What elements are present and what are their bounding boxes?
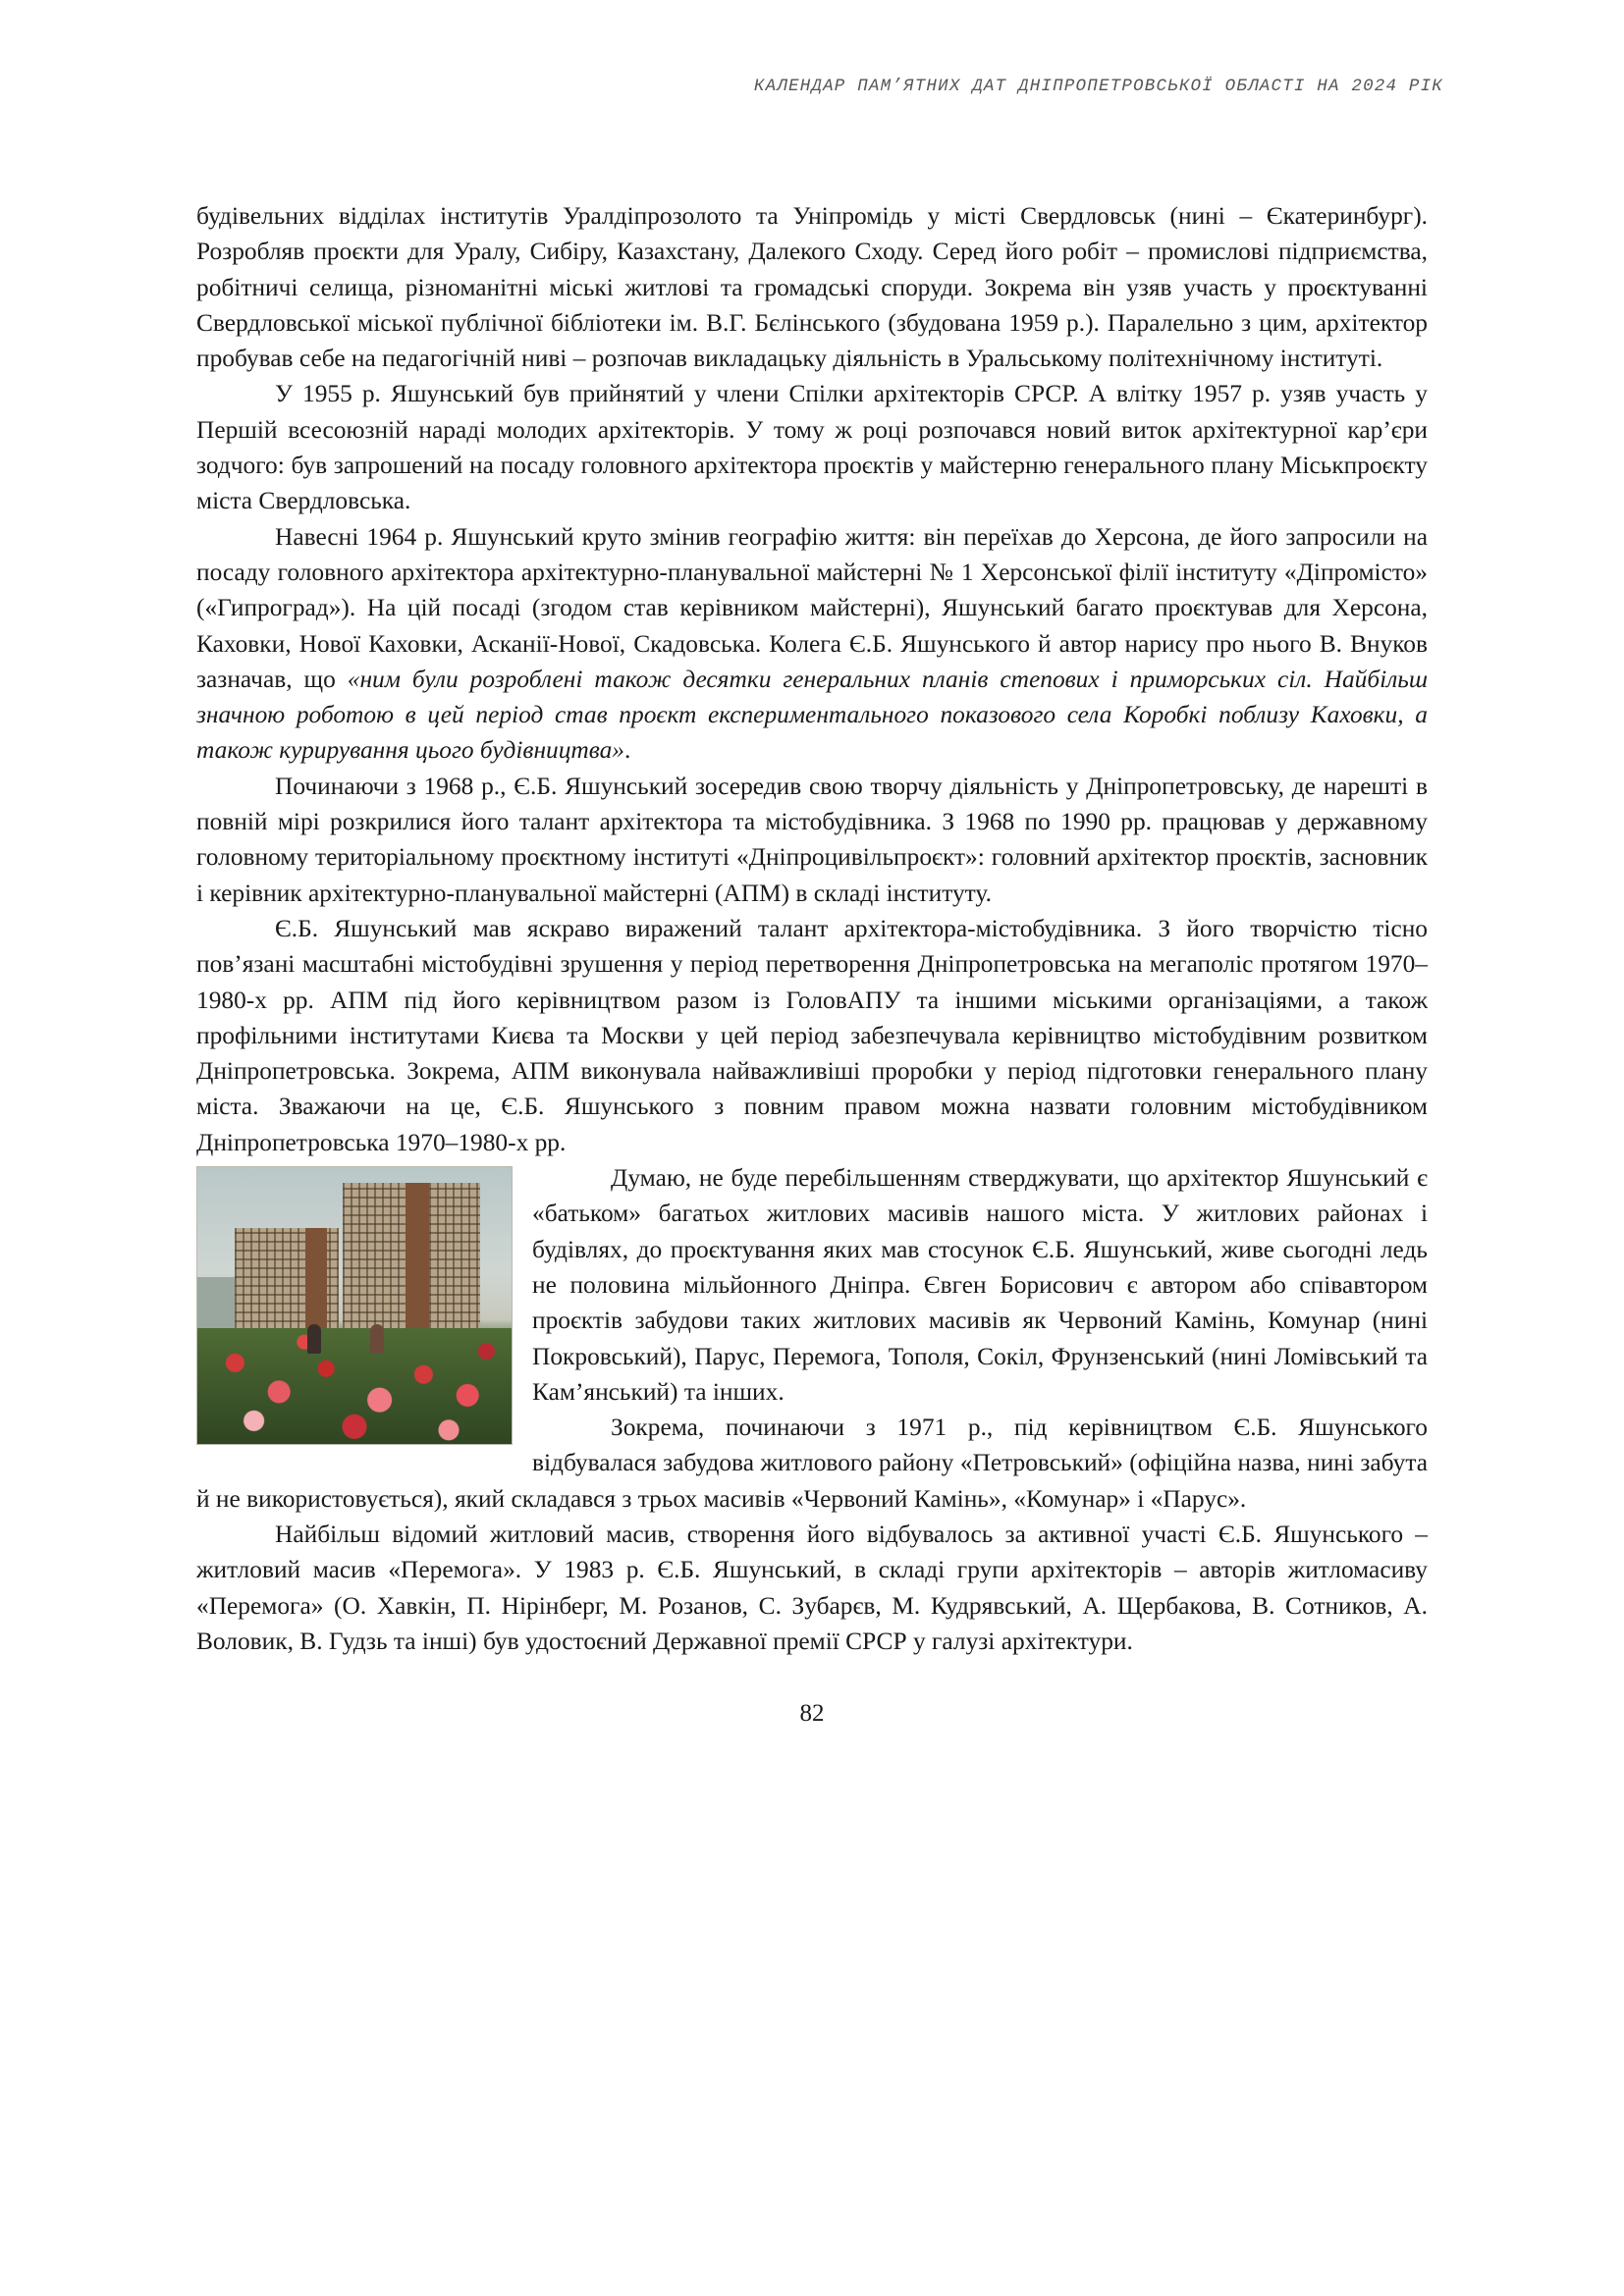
running-header: КАЛЕНДАР ПАМ’ЯТНИХ ДАТ ДНІПРОПЕТРОВСЬКОЇ ОБЛАСТІ НА 2024 РІК (753, 77, 1443, 96)
paragraph-3-intro: Навесні 1964 р. Яшунський круто змінив географію життя: він переїхав до Херсона, де його запросили на посаду головного архітектора архітектурно-планувальної майстерні № 1 Херсонської філії інституту «Діпромісто» («Гипроград»). На цій посаді (згодом став керівником майстерні), Яшунський багато проєктував для Херсона, Каховки, Нової Каховки, Асканії-Нової, Скадовська. Колега Є.Б. Яшунського й автор нарису про нього В. Внуков зазначав, що (196, 522, 1428, 693)
paragraph-5: Є.Б. Яшунський мав яскраво виражений талант архітектора-містобудівника. З його творчістю тісно пов’язані масштабні містобудівні зрушення у період перетворення Дніпропетровська на мегаполіс протягом 1970–1980-х рр. АПМ під його керівництвом разом із ГоловАПУ та іншими міськими організаціями, а також профільними інститутами Києва та Москви у цей період забезпечувала керівництво містобудівним розвитком Дніпропетровська. Зокрема, АПМ виконувала найважливіші проробки у період підготовки генерального плану міста. Зважаючи на це, Є.Б. Яшунського з повним правом можна назвати головним містобудівником Дніпропетровська 1970–1980-х рр. (196, 914, 1428, 1156)
photo-person (307, 1324, 321, 1354)
paragraph-3-end: . (624, 736, 631, 765)
photo-rose-garden (197, 1328, 512, 1444)
paragraph-7: Зокрема, починаючи з 1971 р., під керівництвом Є.Б. Яшунського відбувалася забудова житлового району «Петровський» (офіційна назва, нині забута й не використовується), який складався з трьох масивів «Червоний Камінь», «Комунар» і «Парус». (196, 1414, 1428, 1513)
article-body (196, 198, 1428, 1659)
paragraph-1: будівельних відділах інститутів Уралдіпрозолото та Уніпромідь у місті Свердловськ (нині – Єкатеринбург). Розробляв проєкти для Уралу, Сибіру, Казахстану, Далекого Сходу. Серед його робіт – промислові підприємства, робітничі селища, різноманітні міські житлові та громадські споруди. Зокрема він узяв участь у проєктуванні Свердловської міської публічної бібліотеки ім. В.Г. Бєлінського (збудована 1959 р.). Паралельно з цим, архітектор пробував себе на педагогічній ниві – розпочав викладацьку діяльність в Уральському політехнічному інституті. (196, 202, 1428, 373)
paragraph-4: Починаючи з 1968 р., Є.Б. Яшунський зосередив свою творчу діяльність у Дніпропетровську, де нарешті в повній мірі розкрилися його талант архітектора та містобудівника. З 1968 по 1990 рр. працював у державному головному територіальному проєктному інституті «Дніпроцивільпроєкт»: головний архітектор проєктів, засновник і керівник архітектурно-планувальної майстерні (АПМ) в складі інституту. (196, 772, 1428, 907)
paragraph-8: Найбільш відомий житловий масив, створення його відбувалось за активної участі Є.Б. Яшунського – житловий масив «Перемога». У 1983 р. Є.Б. Яшунський, в складі групи архітекторів – авторів житломасиву «Перемога» (О. Хавкін, П. Нірінберг, М. Розанов, С. Зубарєв, М. Кудрявський, А. Щербакова, В. Сотников, А. Воловик, В. Гудзь та інші) був удостоєний Державної премії СРСР у галузі архітектури. (196, 1520, 1428, 1655)
residential-district-photo (196, 1166, 513, 1445)
paragraph-3 (196, 519, 1428, 769)
paragraph-3-quote: «ним були розроблені також десятки генеральних планів степових і приморських сіл. Найбільш значною роботою в цей період став проєкт експериментального показового села Коробкі поблизу Каховки, а також курирування цього будівництва» (196, 665, 1428, 765)
photo-person (370, 1324, 384, 1354)
photo-distant-building (197, 1277, 235, 1336)
page-number: 82 (799, 1700, 825, 1727)
paragraph-2: У 1955 р. Яшунський був прийнятий у члени Спілки архітекторів СРСР. А влітку 1957 р. узяв участь у Першій всесоюзній нараді молодих архітекторів. У тому ж році розпочався новий виток архітектурної кар’єри зодчого: був запрошений на посаду головного архітектора проєктів у майстерню генерального плану Міськпроєкту міста Свердловська. (196, 380, 1428, 515)
paragraph-6: Думаю, не буде перебільшенням стверджувати, що архітектор Яшунський є «батьком» багатьох житлових масивів нашого міста. У житлових районах і будівлях, до проєктування яких мав стосунок Є.Б. Яшунський, живе сьогодні ледь не половина мільйонного Дніпра. Євген Борисович є автором або співавтором проєктів забудови таких житлових масивів як Червоний Камінь, Комунар (нині Покровський), Парус, Перемога, Тополя, Сокіл, Фрунзенський (нині Ломівський та Кам’янський) та інших. (532, 1164, 1428, 1406)
